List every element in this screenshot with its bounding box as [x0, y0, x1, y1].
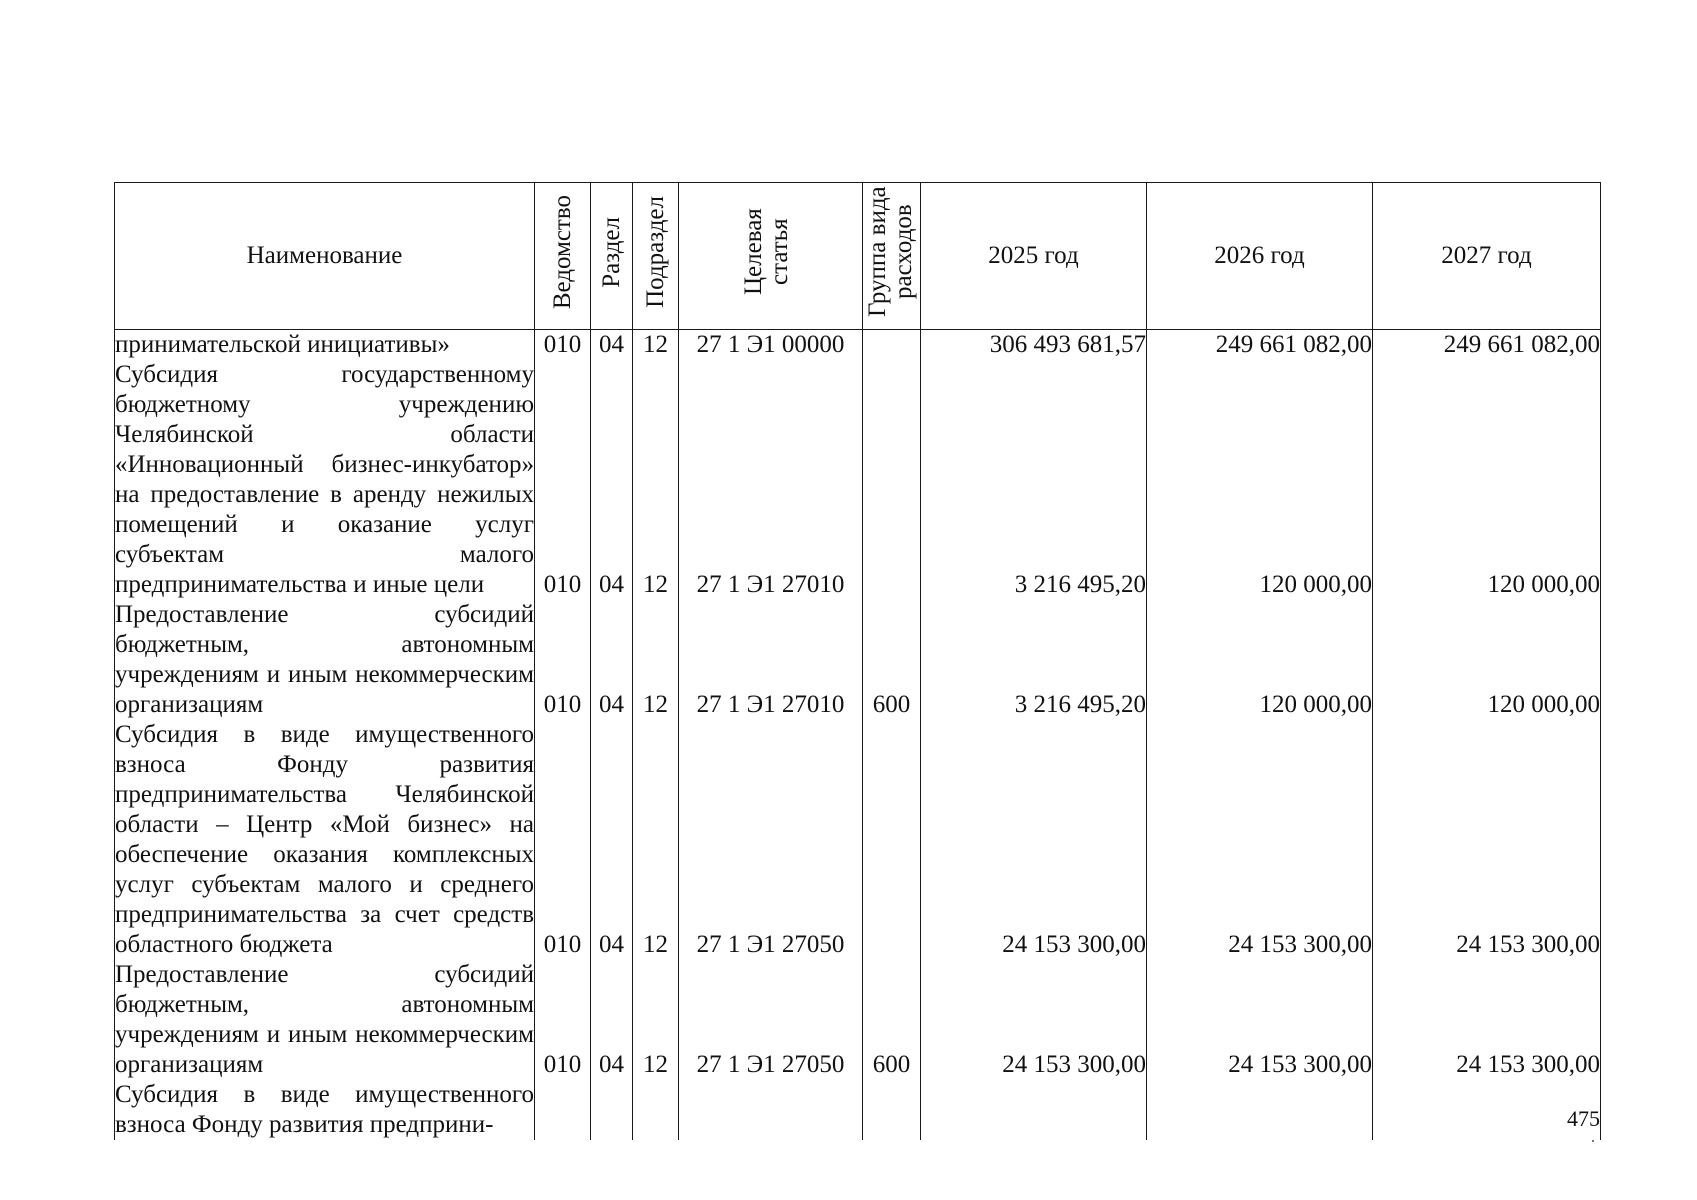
table-row	[115, 600, 1601, 720]
row-year-2025: 3 216 495,20	[921, 360, 1147, 600]
row-department: 010	[535, 330, 591, 361]
row-department: 010	[535, 960, 591, 1080]
row-department: 010	[535, 360, 591, 600]
row-expense-type-group	[863, 1080, 921, 1140]
row-year-2025: 306 493 681,57	[921, 330, 1147, 361]
header-year-2027: 2027 год	[1373, 183, 1601, 330]
row-year-2026: 24 153 300,00	[1147, 960, 1373, 1080]
row-subsection: 12	[633, 960, 679, 1080]
row-year-2025: 24 153 300,00	[921, 960, 1147, 1080]
row-year-2026: 120 000,00	[1147, 360, 1373, 600]
header-target-article: Целевая статья	[679, 183, 863, 330]
budget-table	[114, 182, 1601, 1140]
row-year-2027: 120 000,00	[1373, 600, 1601, 720]
row-section: 04	[591, 720, 633, 960]
table-row	[115, 330, 1601, 361]
row-subsection	[633, 1080, 679, 1140]
row-section: 04	[591, 360, 633, 600]
row-section	[591, 1080, 633, 1140]
row-subsection: 12	[633, 330, 679, 361]
row-name: принимательской инициативы»	[115, 330, 535, 361]
table-row	[115, 360, 1601, 600]
row-year-2027: 249 661 082,00	[1373, 330, 1601, 361]
row-expense-type-group: 600	[863, 960, 921, 1080]
page-number: 475	[1567, 1106, 1600, 1131]
row-target-article	[679, 1080, 863, 1140]
row-year-2027: 24 153 300,00	[1373, 720, 1601, 960]
row-year-2026	[1147, 1080, 1373, 1140]
row-section: 04	[591, 600, 633, 720]
row-year-2025: 3 216 495,20	[921, 600, 1147, 720]
row-subsection: 12	[633, 600, 679, 720]
header-year-2025: 2025 год	[921, 183, 1147, 330]
row-target-article: 27 1 Э1 27010	[679, 600, 863, 720]
row-year-2027: 24 153 300,00	[1373, 960, 1601, 1080]
row-name: Предоставление субсидий бюджетным, автономным учреждениям и иным некоммерческим организациям	[115, 601, 534, 718]
row-year-2026: 249 661 082,00	[1147, 330, 1373, 361]
row-target-article: 27 1 Э1 27010	[679, 360, 863, 600]
row-name: Субсидия государственному бюджетному учреждению Челябинской области «Инновационный бизнес-инкубатор» на предоставление в аренду нежилых помещений и оказание услуг субъектам малого предпринимательства и иные цели	[115, 361, 534, 598]
row-expense-type-group: 600	[863, 600, 921, 720]
header-department: Ведомство	[535, 183, 591, 330]
header-subsection: Подраздел	[633, 183, 679, 330]
table-row	[115, 960, 1601, 1080]
row-name: Субсидия в виде имущественного взноса Фонду развития предприни-	[115, 1081, 534, 1138]
row-target-article: 27 1 Э1 27050	[679, 720, 863, 960]
table-row	[115, 720, 1601, 960]
row-expense-type-group	[863, 330, 921, 361]
table-header-row	[115, 183, 1601, 330]
row-target-article: 27 1 Э1 27050	[679, 960, 863, 1080]
row-year-2026: 120 000,00	[1147, 600, 1373, 720]
row-section: 04	[591, 960, 633, 1080]
row-year-2027: 120 000,00	[1373, 360, 1601, 600]
row-department	[535, 1080, 591, 1140]
header-year-2026: 2026 год	[1147, 183, 1373, 330]
row-subsection: 12	[633, 720, 679, 960]
header-name: Наименование	[115, 183, 535, 330]
row-name: Субсидия в виде имущественного взноса Фонду развития предпринимательства Челябинской области – Центр «Мой бизнес» на обеспечение оказания комплексных услуг субъектам малого и среднего предпринимательства за счет средств областного бюджета	[115, 721, 534, 958]
row-department: 010	[535, 600, 591, 720]
row-expense-type-group	[863, 360, 921, 600]
row-year-2026: 24 153 300,00	[1147, 720, 1373, 960]
row-expense-type-group	[863, 720, 921, 960]
header-expense-type-group: Группа вида расходов	[863, 183, 921, 330]
table-row	[115, 1080, 1601, 1140]
row-name: Предоставление субсидий бюджетным, автономным учреждениям и иным некоммерческим организациям	[115, 961, 534, 1078]
row-year-2025: 24 153 300,00	[921, 720, 1147, 960]
row-year-2025	[921, 1080, 1147, 1140]
row-subsection: 12	[633, 360, 679, 600]
row-target-article: 27 1 Э1 00000	[679, 330, 863, 361]
row-section: 04	[591, 330, 633, 361]
scan-speck	[1592, 1140, 1594, 1142]
row-department: 010	[535, 720, 591, 960]
header-section: Раздел	[591, 183, 633, 330]
